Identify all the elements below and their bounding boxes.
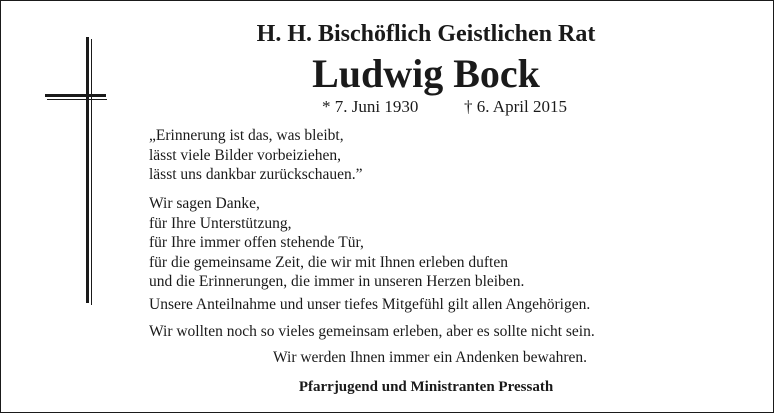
regret-text: Wir wollten noch so vieles gemeinsam erleben, aber es sollte nicht sein. [149,323,595,340]
death-date: † 6. April 2015 [464,97,567,116]
thanks-line: Wir sagen Danke, [149,195,260,212]
birth-date: * 7. Juni 1930 [322,97,419,116]
cross-horizontal-bar [45,94,106,97]
quote-line: lässt viele Bilder vorbeiziehen, [149,146,341,164]
remembrance-text: Wir werden Ihnen immer ein Andenken bewahren. [273,349,587,366]
thanks-line: für die gemeinsame Zeit, die wir mit Ihnen erleben duften [149,253,508,271]
cross-vertical-bar [86,37,89,303]
condolence-text: Unsere Anteilnahme und unser tiefes Mitgefühl gilt allen Angehörigen. [149,296,591,313]
quote-line: „Erinnerung ist das, was bleibt, [149,127,344,144]
cross-vertical-shadow [91,39,92,305]
cross-horizontal-shadow [47,99,107,100]
cross-icon [45,37,107,305]
signature: Pfarrjugend und Ministranten Pressath [298,379,554,395]
thanks-paragraph [149,194,524,292]
deceased-title: H. H. Bischöflich Geistlichen Rat [256,21,596,47]
quote-line: lässt uns dankbar zurückschauen.” [149,166,363,183]
memorial-quote [149,126,362,185]
thanks-line: und die Erinnerungen, die immer in unseren Herzen bleiben. [149,273,525,290]
thanks-line: für Ihre immer offen stehende Tür, [149,234,364,251]
thanks-line: für Ihre Unterstützung, [149,214,292,232]
deceased-name: Ludwig Bock [312,51,540,96]
